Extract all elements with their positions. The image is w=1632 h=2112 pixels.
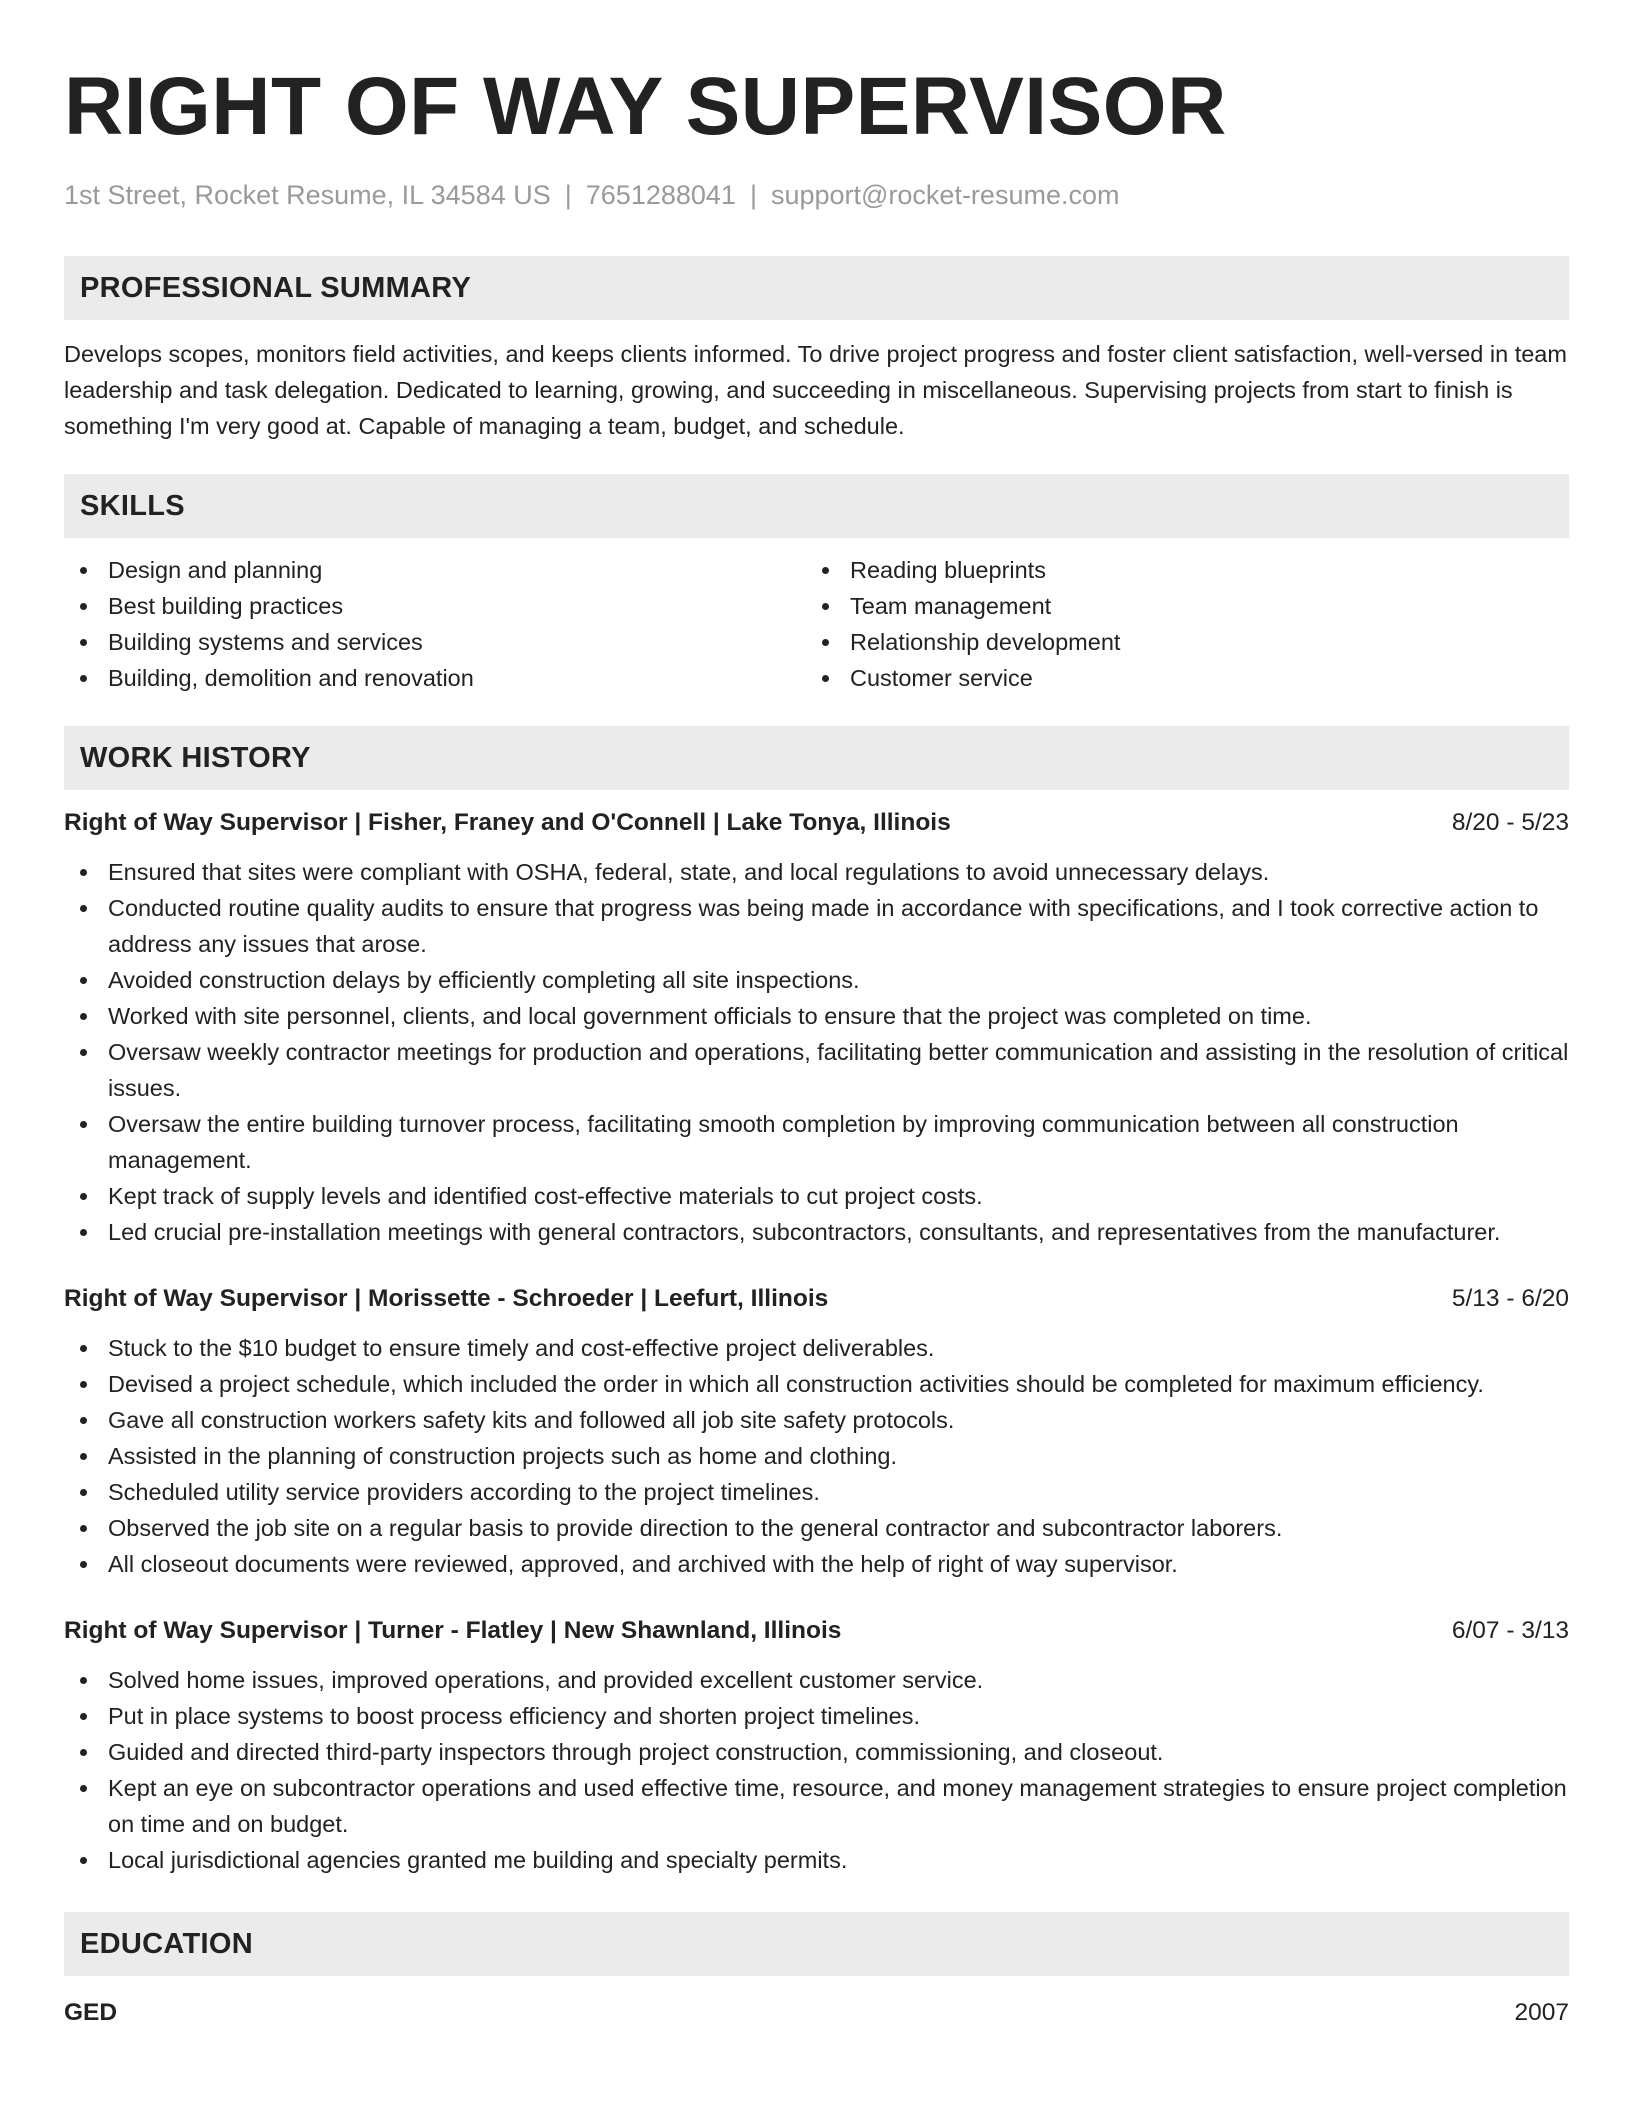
contact-separator: | xyxy=(564,180,572,210)
skill-item: Team management xyxy=(806,588,1548,624)
resume-name: RIGHT OF WAY SUPERVISOR xyxy=(64,61,1227,152)
job-bullet: Solved home issues, improved operations, and provided excellent customer service. xyxy=(64,1662,1569,1698)
job-dates: 8/20 - 5/23 xyxy=(1451,809,1569,836)
job-dates: 6/07 - 3/13 xyxy=(1451,1617,1569,1644)
contact-email: support@rocket-resume.com xyxy=(770,180,1120,210)
work-history-heading: WORK HISTORY xyxy=(64,726,1569,790)
job-bullet: Worked with site personnel, clients, and local government officials to ensure that the project was completed on time. xyxy=(64,998,1569,1034)
job-header xyxy=(64,1614,1569,1648)
job-bullet: Oversaw the entire building turnover process, facilitating smooth completion by improving communication between all construction management. xyxy=(64,1106,1569,1178)
job-bullet: Put in place systems to boost process efficiency and shorten project timelines. xyxy=(64,1698,1569,1734)
job-bullet: Ensured that sites were compliant with OSHA, federal, state, and local regulations to avoid unnecessary delays. xyxy=(64,854,1569,890)
job-bullet: Assisted in the planning of construction projects such as home and clothing. xyxy=(64,1438,1569,1474)
education-entry xyxy=(64,1996,1569,2030)
job-entry xyxy=(64,806,1569,1250)
job-header xyxy=(64,806,1569,840)
job-bullet: Guided and directed third-party inspectors through project construction, commissioning, and closeout. xyxy=(64,1734,1569,1770)
job-bullet: Avoided construction delays by efficiently completing all site inspections. xyxy=(64,962,1569,998)
education-year: 2007 xyxy=(1514,1999,1569,2026)
job-bullet: Devised a project schedule, which included the order in which all construction activities should be completed for maximum efficiency. xyxy=(64,1366,1569,1402)
skill-item: Best building practices xyxy=(64,588,806,624)
job-title: Right of Way Supervisor | Turner - Flatley | New Shawnland, Illinois xyxy=(64,1617,842,1644)
summary-text: Develops scopes, monitors field activities, and keeps clients informed. To drive project progress and foster client satisfaction, well-versed in team leadership and task delegation. Dedicated to learning, growing, and succeeding in miscellaneous. Supervising projects from start to finish is something I'm very good at. Capable of managing a team, budget, and schedule. xyxy=(64,341,1567,439)
resume-page xyxy=(64,0,1569,2030)
job-entry xyxy=(64,1614,1569,1878)
job-bullet: Observed the job site on a regular basis to provide direction to the general contractor and subcontractor laborers. xyxy=(64,1510,1569,1546)
job-bullet: Kept an eye on subcontractor operations and used effective time, resource, and money management strategies to ensure project completion on time and on budget. xyxy=(64,1770,1569,1842)
job-bullet: Stuck to the $10 budget to ensure timely and cost-effective project deliverables. xyxy=(64,1330,1569,1366)
skills-list xyxy=(64,552,1569,696)
job-bullet: Conducted routine quality audits to ensure that progress was being made in accordance with specifications, and I took corrective action to address any issues that arose. xyxy=(64,890,1569,962)
job-bullets xyxy=(64,1330,1569,1582)
job-bullets xyxy=(64,1662,1569,1878)
job-title: Right of Way Supervisor | Fisher, Franey and O'Connell | Lake Tonya, Illinois xyxy=(64,809,951,836)
job-bullet: Led crucial pre-installation meetings with general contractors, subcontractors, consultants, and representatives from the manufacturer. xyxy=(64,1214,1569,1250)
skill-item: Building, demolition and renovation xyxy=(64,660,806,696)
skill-item: Reading blueprints xyxy=(806,552,1548,588)
skills-column-right xyxy=(806,552,1548,696)
job-bullet: Gave all construction workers safety kits and followed all job site safety protocols. xyxy=(64,1402,1569,1438)
contact-phone: 7651288041 xyxy=(585,180,736,210)
education-heading: EDUCATION xyxy=(64,1912,1569,1976)
job-entry xyxy=(64,1282,1569,1582)
contact-line xyxy=(64,178,1569,212)
contact-address: 1st Street, Rocket Resume, IL 34584 US xyxy=(64,180,551,210)
job-bullet: Scheduled utility service providers according to the project timelines. xyxy=(64,1474,1569,1510)
skills-heading: SKILLS xyxy=(64,474,1569,538)
summary-heading: PROFESSIONAL SUMMARY xyxy=(64,256,1569,320)
skills-column-left xyxy=(64,552,806,696)
education-degree: GED xyxy=(64,1999,118,2026)
job-bullet: Oversaw weekly contractor meetings for production and operations, facilitating better communication and assisting in the resolution of critical issues. xyxy=(64,1034,1569,1106)
job-bullets xyxy=(64,854,1569,1250)
job-bullet: Local jurisdictional agencies granted me building and specialty permits. xyxy=(64,1842,1569,1878)
contact-separator: | xyxy=(749,180,757,210)
job-bullet: Kept track of supply levels and identified cost-effective materials to cut project costs. xyxy=(64,1178,1569,1214)
job-header xyxy=(64,1282,1569,1316)
job-bullet: All closeout documents were reviewed, approved, and archived with the help of right of way supervisor. xyxy=(64,1546,1569,1582)
skill-item: Customer service xyxy=(806,660,1548,696)
skill-item: Building systems and services xyxy=(64,624,806,660)
job-title: Right of Way Supervisor | Morissette - Schroeder | Leefurt, Illinois xyxy=(64,1285,829,1312)
job-dates: 5/13 - 6/20 xyxy=(1451,1285,1569,1312)
skill-item: Relationship development xyxy=(806,624,1548,660)
skill-item: Design and planning xyxy=(64,552,806,588)
